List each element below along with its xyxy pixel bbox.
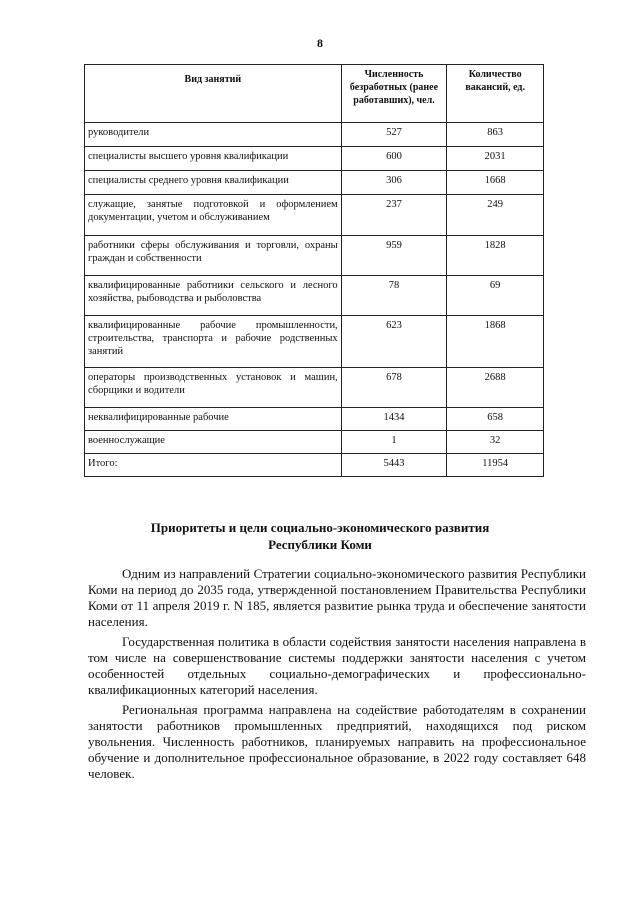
table-row (85, 236, 544, 276)
cell-vacancies: 69 (447, 276, 544, 316)
cell-vacancies: 1828 (447, 236, 544, 276)
employment-table (84, 64, 544, 477)
cell-unemployed: 237 (341, 195, 447, 236)
cell-vacancies: 863 (447, 123, 544, 147)
section-heading-line1: Приоритеты и цели социально-экономического развития (150, 520, 490, 535)
cell-vacancies: 249 (447, 195, 544, 236)
cell-vacancies: 11954 (447, 454, 544, 477)
cell-vacancies: 1868 (447, 316, 544, 368)
cell-type: неквалифицированные рабочие (85, 408, 342, 431)
cell-unemployed: 1 (341, 431, 447, 454)
table-row (85, 123, 544, 147)
page-number: 8 (317, 36, 323, 50)
paragraph: Государственная политика в области содействия занятости населения направлена в том числе на совершенствование системы поддержки занятости населения с учетом особенностей отдельных социально-демографических и профессионально-квалификационных категорий населения. (88, 634, 586, 697)
cell-type: специалисты среднего уровня квалификации (85, 171, 342, 195)
cell-vacancies: 1668 (447, 171, 544, 195)
column-header-type: Вид занятий (85, 65, 342, 123)
cell-unemployed: 678 (341, 368, 447, 408)
section-body (88, 566, 586, 786)
cell-type: военнослужащие (85, 431, 342, 454)
cell-vacancies: 658 (447, 408, 544, 431)
table-row (85, 195, 544, 236)
section-heading-line2: Республики Коми (268, 537, 372, 552)
table-row (85, 316, 544, 368)
cell-vacancies: 32 (447, 431, 544, 454)
column-header-vacancies: Количество вакансий, ед. (447, 65, 544, 123)
table-row (85, 408, 544, 431)
cell-unemployed: 5443 (341, 454, 447, 477)
table-header-row (85, 65, 544, 123)
column-header-unemployed: Численность безработных (ранее работавших), чел. (341, 65, 447, 123)
cell-unemployed: 1434 (341, 408, 447, 431)
cell-type: операторы производственных установок и машин, сборщики и водители (85, 368, 342, 408)
cell-type: служащие, занятые подготовкой и оформлением документации, учетом и обслуживанием (85, 195, 342, 236)
table-total-row (85, 454, 544, 477)
cell-type: Итого: (85, 454, 342, 477)
section-heading (0, 519, 640, 553)
cell-unemployed: 959 (341, 236, 447, 276)
cell-type: работники сферы обслуживания и торговли, охраны граждан и собственности (85, 236, 342, 276)
table-row (85, 171, 544, 195)
table-row (85, 368, 544, 408)
cell-unemployed: 78 (341, 276, 447, 316)
cell-unemployed: 600 (341, 147, 447, 171)
cell-unemployed: 527 (341, 123, 447, 147)
table-row (85, 147, 544, 171)
cell-unemployed: 623 (341, 316, 447, 368)
cell-type: руководители (85, 123, 342, 147)
cell-vacancies: 2031 (447, 147, 544, 171)
table-row (85, 276, 544, 316)
paragraph: Одним из направлений Стратегии социально-экономического развития Республики Коми на период до 2035 года, утвержденной постановлением Правительства Республики Коми от 11 апреля 2019 г. N 185, является развитие рынка труда и обеспечение занятости населения. (88, 566, 586, 629)
paragraph: Региональная программа направлена на содействие работодателям в сохранении занятости работников промышленных предприятий, находящихся под риском увольнения. Численность работников, планируемых направить на профессиональное обучение и дополнительное профессиональное образование, в 2022 году составляет 648 человек. (88, 702, 586, 781)
cell-type: специалисты высшего уровня квалификации (85, 147, 342, 171)
cell-vacancies: 2688 (447, 368, 544, 408)
cell-unemployed: 306 (341, 171, 447, 195)
cell-type: квалифицированные работники сельского и лесного хозяйства, рыбоводства и рыболовства (85, 276, 342, 316)
table-row (85, 431, 544, 454)
cell-type: квалифицированные рабочие промышленности, строительства, транспорта и рабочие родственных занятий (85, 316, 342, 368)
